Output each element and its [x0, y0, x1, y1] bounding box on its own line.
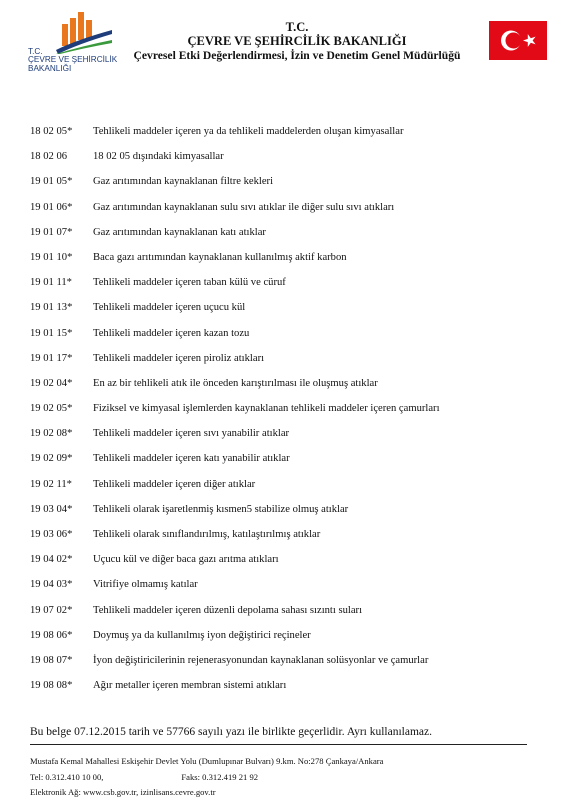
waste-code-row	[30, 226, 550, 251]
waste-code-row	[30, 679, 550, 704]
waste-code-row	[30, 604, 550, 629]
waste-description: Tehlikeli maddeler içeren uçucu kül	[93, 302, 246, 314]
waste-code: 19 08 07*	[30, 654, 73, 666]
waste-description: Fiziksel ve kimyasal işlemlerden kaynaklanan tehlikeli maddeler içeren çamurları	[93, 403, 440, 415]
waste-code-row	[30, 503, 550, 528]
waste-description: Tehlikeli maddeler içeren piroliz atıkları	[93, 352, 265, 364]
waste-code-row	[30, 150, 550, 175]
waste-code-row	[30, 327, 550, 352]
waste-code-row	[30, 276, 550, 301]
waste-code: 19 01 05*	[30, 176, 73, 188]
waste-code-row	[30, 301, 550, 326]
waste-code-row	[30, 478, 550, 503]
waste-code-row	[30, 352, 550, 377]
waste-code: 19 02 08*	[30, 428, 73, 440]
waste-code-row	[30, 125, 550, 150]
waste-code-row	[30, 629, 550, 654]
waste-code: 19 02 09*	[30, 453, 73, 465]
directorate-name: Çevresel Etki Değerlendirmesi, İzin ve Denetim Genel Müdürlüğü	[133, 49, 461, 62]
waste-code: 19 01 17*	[30, 352, 73, 364]
waste-code: 19 02 04*	[30, 377, 73, 389]
footer-address: Mustafa Kemal Mahallesi Eskişehir Devlet Yolu (Dumlupınar Bulvarı) 9.km. No:278 Çankaya/Ankara	[30, 756, 384, 766]
waste-description: Tehlikeli maddeler içeren sıvı yanabilir atıklar	[93, 428, 290, 440]
waste-code-row	[30, 251, 550, 276]
waste-code: 19 07 02*	[30, 604, 73, 616]
footer-fax: Faks: 0.312.419 21 92	[181, 771, 259, 782]
validity-note: Bu belge 07.12.2015 tarih ve 57766 sayılı yazı ile birlikte geçerlidir. Ayrı kullanılamaz.	[30, 726, 432, 738]
waste-code: 18 02 06	[30, 151, 68, 163]
ministry-logo	[26, 10, 122, 80]
waste-code-row	[30, 553, 550, 578]
waste-code-row	[30, 175, 550, 200]
waste-description: Tehlikeli maddeler içeren kazan tozu	[93, 327, 250, 339]
waste-code-list	[30, 125, 550, 704]
logo-text-line-1: T.C.	[28, 47, 43, 56]
waste-code: 19 01 15*	[30, 327, 73, 339]
waste-code: 19 08 06*	[30, 629, 73, 641]
turkish-flag-icon	[489, 21, 547, 60]
waste-code-row	[30, 654, 550, 679]
waste-code-row	[30, 377, 550, 402]
waste-code-row	[30, 528, 550, 553]
waste-code-row	[30, 201, 550, 226]
waste-code: 19 02 11*	[30, 478, 72, 490]
waste-code: 19 03 04*	[30, 503, 73, 515]
footer-web: Elektronik Ağ: www.csb.gov.tr, izinlisans.cevre.gov.tr	[30, 787, 216, 797]
waste-description: Doymuş ya da kullanılmış iyon değiştirici reçineler	[93, 629, 311, 641]
waste-description: Gaz arıtımından kaynaklanan sulu sıvı atıklar ile diğer sulu sıvı atıkları	[93, 201, 395, 213]
waste-code: 19 04 02*	[30, 554, 73, 566]
waste-code: 18 02 05*	[30, 126, 73, 137]
logo-text-line-3: BAKANLIĞI	[28, 63, 72, 73]
waste-description: Tehlikeli maddeler içeren taban külü ve cüruf	[93, 277, 286, 289]
waste-code: 19 02 05*	[30, 403, 73, 415]
waste-description: Baca gazı arıtımından kaynaklanan kullanılmış aktif karbon	[93, 251, 347, 263]
waste-description: Tehlikeli olarak işaretlenmiş kısmen5 stabilize olmuş atıklar	[93, 503, 349, 515]
waste-description: Tehlikeli maddeler içeren ya da tehlikeli maddelerden oluşan kimyasallar	[93, 126, 404, 137]
waste-description: 18 02 05 dışındaki kimyasallar	[93, 151, 224, 163]
waste-code: 19 04 03*	[30, 579, 73, 591]
waste-description: Tehlikeli maddeler içeren diğer atıklar	[93, 478, 256, 490]
footer-contact	[30, 770, 383, 786]
footer	[30, 754, 383, 801]
document-header	[112, 20, 482, 63]
waste-code: 19 01 10*	[30, 251, 73, 263]
logo-text-line-2: ÇEVRE VE ŞEHİRCİLİK	[28, 55, 118, 65]
waste-code: 19 01 13*	[30, 302, 73, 314]
waste-description: Gaz arıtımından kaynaklanan filtre kekleri	[93, 176, 274, 188]
footer-divider	[30, 744, 527, 745]
waste-code: 19 01 06*	[30, 201, 73, 213]
waste-description: Tehlikeli maddeler içeren katı yanabilir atıklar	[93, 453, 290, 465]
ministry-name: ÇEVRE VE ŞEHİRCİLİK BAKANLIĞI	[187, 34, 407, 48]
waste-code-row	[30, 402, 550, 427]
waste-code: 19 08 08*	[30, 680, 73, 692]
waste-description: Ağır metaller içeren membran sistemi atıkları	[93, 680, 287, 692]
waste-description: Vitrifiye olmamış katılar	[93, 579, 198, 591]
waste-code: 19 01 11*	[30, 277, 72, 289]
waste-description: En az bir tehlikeli atık ile önceden karıştırılması ile oluşmuş atıklar	[93, 377, 378, 389]
logo-text	[28, 48, 117, 73]
waste-description: Gaz arıtımından kaynaklanan katı atıklar	[93, 226, 266, 238]
waste-code: 19 03 06*	[30, 529, 73, 540]
footer-tel: Tel: 0.312.410 10 00,	[30, 771, 104, 782]
waste-code-row	[30, 427, 550, 452]
header-line-1: T.C.	[285, 20, 309, 34]
waste-description: İyon değiştiricilerinin rejenerasyonundan kaynaklanan solüsyonlar ve çamurlar	[93, 654, 429, 666]
waste-code-row	[30, 452, 550, 477]
waste-description: Tehlikeli olarak sınıflandırılmış, katılaştırılmış atıklar	[93, 529, 321, 540]
waste-description: Uçucu kül ve diğer baca gazı arıtma atıkları	[93, 554, 279, 566]
waste-code-row	[30, 578, 550, 603]
waste-code: 19 01 07*	[30, 226, 73, 238]
waste-description: Tehlikeli maddeler içeren düzenli depolama sahası sızıntı suları	[93, 604, 363, 616]
